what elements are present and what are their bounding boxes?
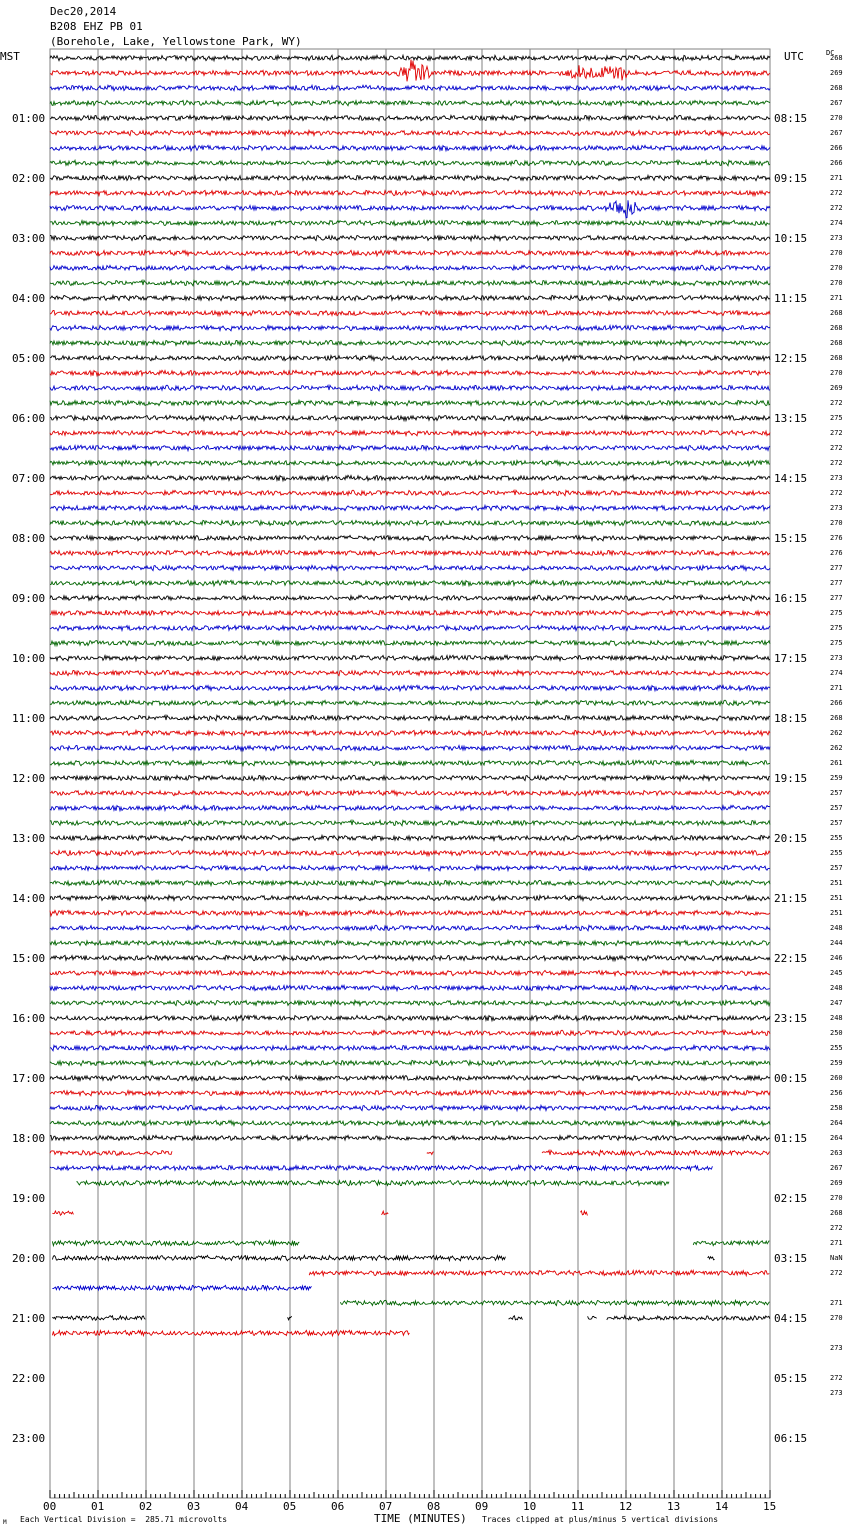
plot-date: Dec20,2014 bbox=[50, 5, 117, 18]
utc-hour-label: 18:15 bbox=[774, 712, 808, 725]
trace-segment bbox=[50, 100, 770, 105]
trace-segment bbox=[50, 200, 770, 218]
dc-offset-label: 272 bbox=[830, 1224, 843, 1232]
utc-hour-label: 15:15 bbox=[774, 532, 808, 545]
trace-segment bbox=[50, 280, 770, 285]
trace-segment bbox=[50, 580, 770, 586]
trace-segment bbox=[52, 1241, 299, 1246]
dc-offset-label: 270 bbox=[830, 264, 843, 272]
trace-segment bbox=[50, 880, 770, 885]
trace-segment bbox=[50, 895, 770, 900]
trace-segment bbox=[50, 265, 770, 270]
trace-segment bbox=[50, 1075, 770, 1080]
utc-hour-label: 10:15 bbox=[774, 232, 808, 245]
trace-segment bbox=[427, 1152, 434, 1155]
mst-hour-label: 17:00 bbox=[12, 1072, 46, 1085]
trace-segment bbox=[580, 1211, 587, 1216]
trace-segment bbox=[50, 1090, 770, 1096]
trace-segment bbox=[396, 1165, 487, 1170]
mst-hour-label: 12:00 bbox=[12, 772, 46, 785]
dc-offset-label: 246 bbox=[830, 954, 843, 962]
x-tick-label: 15 bbox=[763, 1500, 777, 1513]
dc-offset-label: 245 bbox=[830, 969, 843, 977]
mst-hour-label: 09:00 bbox=[12, 592, 46, 605]
trace-segment bbox=[52, 1330, 409, 1335]
trace-segment bbox=[50, 445, 770, 450]
trace-segment bbox=[52, 1285, 311, 1290]
mst-hour-label: 08:00 bbox=[12, 532, 46, 545]
trace-segment bbox=[50, 1060, 770, 1065]
utc-hour-label: 20:15 bbox=[774, 832, 808, 845]
trace-segment bbox=[487, 1165, 544, 1170]
x-tick-label: 10 bbox=[523, 1500, 537, 1513]
utc-hour-label: 04:15 bbox=[774, 1312, 808, 1325]
x-tick-label: 04 bbox=[235, 1500, 249, 1513]
trace-segment bbox=[508, 1316, 522, 1320]
mst-hour-label: 02:00 bbox=[12, 172, 46, 185]
trace-segment bbox=[50, 610, 770, 615]
trace-segment bbox=[50, 190, 770, 195]
utc-hour-label: 12:15 bbox=[774, 352, 808, 365]
x-tick-label: 12 bbox=[619, 1500, 633, 1513]
x-tick-label: 08 bbox=[427, 1500, 441, 1513]
trace-segment bbox=[50, 310, 770, 315]
mst-hour-label: 05:00 bbox=[12, 352, 46, 365]
utc-hour-label: 16:15 bbox=[774, 592, 808, 605]
trace-segment bbox=[50, 820, 770, 826]
dc-offset-label: 255 bbox=[830, 849, 843, 857]
utc-hour-label: 19:15 bbox=[774, 772, 808, 785]
utc-hour-label: 14:15 bbox=[774, 472, 808, 485]
trace-segment bbox=[693, 1241, 769, 1246]
utc-hour-label: 06:15 bbox=[774, 1432, 808, 1445]
mst-hour-label: 20:00 bbox=[12, 1252, 46, 1265]
dc-offset-label: 268 bbox=[830, 354, 843, 362]
dc-offset-label: 272 bbox=[830, 399, 843, 407]
trace-segment bbox=[50, 940, 770, 945]
x-tick-label: 01 bbox=[91, 1500, 105, 1513]
trace-segment bbox=[50, 1120, 770, 1126]
trace-segment bbox=[50, 850, 770, 855]
trace-segment bbox=[50, 760, 770, 766]
trace-segment bbox=[50, 1045, 770, 1050]
dc-offset-label: 276 bbox=[830, 549, 843, 557]
trace-segment bbox=[50, 160, 770, 166]
trace-segment bbox=[50, 655, 770, 661]
trace-segment bbox=[50, 955, 770, 960]
trace-segment bbox=[381, 1211, 388, 1214]
mst-hour-label: 07:00 bbox=[12, 472, 46, 485]
dc-offset-label: 251 bbox=[830, 879, 843, 887]
trace-segment bbox=[50, 730, 770, 735]
dc-column-label: DC bbox=[826, 49, 835, 57]
trace-segment bbox=[50, 1151, 172, 1156]
utc-hour-label: 17:15 bbox=[774, 652, 808, 665]
trace-segment bbox=[50, 775, 770, 780]
trace-segment bbox=[52, 1255, 505, 1260]
utc-hour-label: 09:15 bbox=[774, 172, 808, 185]
dc-offset-label: 275 bbox=[830, 414, 843, 422]
trace-segment bbox=[50, 790, 770, 795]
dc-offset-label: 251 bbox=[830, 909, 843, 917]
dc-offset-label: 272 bbox=[830, 1374, 843, 1382]
trace-segment bbox=[50, 60, 770, 82]
dc-offset-label: 259 bbox=[830, 774, 843, 782]
mst-hour-label: 18:00 bbox=[12, 1132, 46, 1145]
clip-note: Traces clipped at plus/minus 5 vertical divisions bbox=[482, 1515, 719, 1524]
mst-hour-label: 14:00 bbox=[12, 892, 46, 905]
mst-hour-label: 10:00 bbox=[12, 652, 46, 665]
utc-hour-label: 22:15 bbox=[774, 952, 808, 965]
x-tick-label: 14 bbox=[715, 1500, 729, 1513]
trace-segment bbox=[50, 1105, 770, 1110]
dc-offset-label: 257 bbox=[830, 819, 843, 827]
utc-hour-label: 05:15 bbox=[774, 1372, 808, 1385]
trace-segment bbox=[50, 535, 770, 540]
dc-offset-label: 255 bbox=[830, 1044, 843, 1052]
dc-offset-label: 273 bbox=[830, 504, 843, 512]
dc-offset-label: 268 bbox=[830, 309, 843, 317]
mst-hour-label: 01:00 bbox=[12, 112, 46, 125]
dc-offset-label: 267 bbox=[830, 129, 843, 137]
dc-offset-label: 275 bbox=[830, 609, 843, 617]
x-tick-label: 00 bbox=[43, 1500, 57, 1513]
mst-hour-label: 04:00 bbox=[12, 292, 46, 305]
dc-offset-label: 268 bbox=[830, 324, 843, 332]
dc-offset-label: 266 bbox=[830, 699, 843, 707]
utc-hour-label: 11:15 bbox=[774, 292, 808, 305]
trace-segment bbox=[50, 355, 770, 360]
dc-offset-label: 277 bbox=[830, 564, 843, 572]
trace-segment bbox=[50, 175, 770, 180]
trace-segment bbox=[50, 805, 770, 810]
x-tick-label: 13 bbox=[667, 1500, 681, 1513]
utc-hour-label: 23:15 bbox=[774, 1012, 808, 1025]
dc-offset-label: 271 bbox=[830, 1239, 843, 1247]
trace-segment bbox=[50, 505, 770, 510]
trace-segment bbox=[50, 835, 770, 840]
dc-offset-label: 272 bbox=[830, 444, 843, 452]
dc-offset-label: 273 bbox=[830, 1344, 843, 1352]
trace-segment bbox=[50, 715, 770, 720]
mst-hour-label: 21:00 bbox=[12, 1312, 46, 1325]
mst-zone-label: MST bbox=[0, 50, 20, 63]
mst-hour-label: 22:00 bbox=[12, 1372, 46, 1385]
dc-offset-label: 275 bbox=[830, 639, 843, 647]
dc-offset-label: 267 bbox=[830, 1164, 843, 1172]
dc-offset-label: 269 bbox=[830, 384, 843, 392]
utc-hour-label: 21:15 bbox=[774, 892, 808, 905]
dc-offset-label: 262 bbox=[830, 744, 843, 752]
trace-segment bbox=[50, 370, 770, 375]
dc-offset-label: 270 bbox=[830, 279, 843, 287]
dc-offset-label: 262 bbox=[830, 729, 843, 737]
time-axis bbox=[50, 1490, 770, 1498]
trace-segment bbox=[50, 520, 770, 525]
trace-segment bbox=[50, 130, 770, 135]
trace-segment bbox=[50, 220, 770, 225]
trace-segment bbox=[50, 55, 770, 60]
trace-segment bbox=[50, 1000, 770, 1005]
dc-offset-label: 273 bbox=[830, 1389, 843, 1397]
mst-hour-label: 19:00 bbox=[12, 1192, 46, 1205]
dc-offset-label: 270 bbox=[830, 1194, 843, 1202]
trace-segment bbox=[50, 250, 770, 256]
mst-hour-label: 23:00 bbox=[12, 1432, 46, 1445]
dc-offset-label: 272 bbox=[830, 489, 843, 497]
dc-offset-label: 268 bbox=[830, 339, 843, 347]
dc-offset-label: 268 bbox=[830, 84, 843, 92]
trace-segment bbox=[50, 340, 770, 345]
mst-hour-label: 03:00 bbox=[12, 232, 46, 245]
trace-segment bbox=[578, 1181, 669, 1186]
trace-segment bbox=[50, 1166, 395, 1171]
trace-segment bbox=[50, 475, 770, 480]
trace-segment bbox=[76, 1180, 577, 1185]
dc-offset-label: 261 bbox=[830, 759, 843, 767]
trace-segment bbox=[50, 235, 770, 240]
trace-segment bbox=[50, 865, 770, 870]
utc-hour-label: 01:15 bbox=[774, 1132, 808, 1145]
x-tick-label: 09 bbox=[475, 1500, 489, 1513]
trace-segment bbox=[544, 1166, 712, 1171]
dc-offset-label: 251 bbox=[830, 894, 843, 902]
dc-offset-label: 255 bbox=[830, 834, 843, 842]
dc-offset-label: 270 bbox=[830, 249, 843, 257]
dc-offset-label: 272 bbox=[830, 204, 843, 212]
dc-offset-label: 269 bbox=[830, 69, 843, 77]
trace-segment bbox=[50, 670, 770, 675]
utc-hour-label: 03:15 bbox=[774, 1252, 808, 1265]
trace-segment bbox=[50, 595, 770, 601]
dc-offset-label: 273 bbox=[830, 234, 843, 242]
dc-offset-label: 263 bbox=[830, 1149, 843, 1157]
dc-offset-label: 271 bbox=[830, 1299, 843, 1307]
dc-offset-label: 272 bbox=[830, 1269, 843, 1277]
dc-offset-label: 272 bbox=[830, 189, 843, 197]
trace-segment bbox=[50, 385, 770, 391]
station-location: (Borehole, Lake, Yellowstone Park, WY) bbox=[50, 35, 302, 48]
dc-offset-label: 256 bbox=[830, 1089, 843, 1097]
mst-hour-label: 13:00 bbox=[12, 832, 46, 845]
trace-segment bbox=[588, 1316, 597, 1319]
trace-segment bbox=[50, 640, 770, 645]
trace-segment bbox=[525, 1270, 769, 1275]
dc-offset-label: 272 bbox=[830, 429, 843, 437]
dc-offset-label: 250 bbox=[830, 1029, 843, 1037]
x-tick-label: 02 bbox=[139, 1500, 153, 1513]
trace-segment bbox=[50, 625, 770, 630]
dc-offset-label: 264 bbox=[830, 1134, 843, 1142]
dc-offset-label: 248 bbox=[830, 1014, 843, 1022]
x-axis-label: TIME (MINUTES) bbox=[374, 1512, 467, 1525]
dc-offset-label: 269 bbox=[830, 1179, 843, 1187]
x-tick-label: 05 bbox=[283, 1500, 297, 1513]
mst-hour-label: 06:00 bbox=[12, 412, 46, 425]
trace-segment bbox=[50, 325, 770, 331]
trace-segment bbox=[50, 460, 770, 465]
mst-hour-label: 15:00 bbox=[12, 952, 46, 965]
trace-segment bbox=[50, 685, 770, 691]
dc-offset-label: 260 bbox=[830, 1074, 843, 1082]
dc-offset-label: 244 bbox=[830, 939, 843, 947]
trace-segment bbox=[50, 910, 770, 916]
scale-note: Each Vertical Division = 285.71 microvolts bbox=[20, 1515, 228, 1524]
dc-offset-label: 264 bbox=[830, 1119, 843, 1127]
dc-offset-label: 277 bbox=[830, 594, 843, 602]
trace-segment bbox=[50, 745, 770, 750]
utc-hour-label: 13:15 bbox=[774, 412, 808, 425]
trace-segment bbox=[52, 1316, 145, 1320]
dc-offset-label: 268 bbox=[830, 54, 843, 62]
trace-segment bbox=[50, 295, 770, 300]
dc-offset-label: 257 bbox=[830, 864, 843, 872]
dc-offset-label: 248 bbox=[830, 924, 843, 932]
dc-offset-label: 248 bbox=[830, 984, 843, 992]
trace-segment bbox=[50, 700, 770, 705]
trace-segment bbox=[50, 970, 770, 975]
trace-segment bbox=[52, 1211, 73, 1215]
trace-segment bbox=[50, 925, 770, 931]
trace-segment bbox=[50, 416, 770, 421]
dc-offset-label: 274 bbox=[830, 219, 843, 227]
dc-offset-label: 270 bbox=[830, 1314, 843, 1322]
dc-offset-label: 266 bbox=[830, 159, 843, 167]
trace-segment bbox=[50, 565, 770, 570]
x-tick-label: 06 bbox=[331, 1500, 345, 1513]
trace-segment bbox=[50, 985, 770, 990]
trace-segment bbox=[50, 145, 770, 151]
dc-offset-label: 277 bbox=[830, 579, 843, 587]
x-tick-label: 07 bbox=[379, 1500, 393, 1513]
utc-zone-label: UTC bbox=[784, 50, 804, 63]
dc-offset-label: 247 bbox=[830, 999, 843, 1007]
mst-hour-label: 16:00 bbox=[12, 1012, 46, 1025]
dc-offset-label: 271 bbox=[830, 174, 843, 182]
seismic-traces bbox=[50, 55, 770, 1336]
trace-segment bbox=[50, 490, 770, 496]
dc-offset-label: 273 bbox=[830, 654, 843, 662]
dc-offset-label: 275 bbox=[830, 624, 843, 632]
trace-segment bbox=[50, 430, 770, 435]
dc-offset-label: 271 bbox=[830, 294, 843, 302]
dc-offset-label: 271 bbox=[830, 684, 843, 692]
x-tick-label: 03 bbox=[187, 1500, 201, 1513]
trace-segment bbox=[50, 85, 770, 90]
dc-offset-label: 258 bbox=[830, 1104, 843, 1112]
dc-offset-label: 267 bbox=[830, 99, 843, 107]
trace-segment bbox=[50, 1135, 770, 1140]
dc-offset-label: 270 bbox=[830, 519, 843, 527]
trace-segment bbox=[50, 550, 770, 555]
dc-offset-label: 272 bbox=[830, 459, 843, 467]
dc-offset-label: 270 bbox=[830, 114, 843, 122]
mst-hour-label: 11:00 bbox=[12, 712, 46, 725]
trace-segment bbox=[50, 115, 770, 120]
trace-segment bbox=[50, 1030, 770, 1035]
utc-hour-label: 02:15 bbox=[774, 1192, 808, 1205]
dc-offset-label: 274 bbox=[830, 669, 843, 677]
x-tick-label: 11 bbox=[571, 1500, 585, 1513]
dc-offset-label: NaN bbox=[830, 1254, 843, 1262]
trace-segment bbox=[309, 1271, 525, 1276]
dc-offset-label: 268 bbox=[830, 1209, 843, 1217]
trace-segment bbox=[542, 1150, 592, 1155]
trace-segment bbox=[607, 1316, 770, 1321]
dc-offset-label: 266 bbox=[830, 144, 843, 152]
dc-offset-label: 276 bbox=[830, 534, 843, 542]
dc-offset-label: 268 bbox=[830, 714, 843, 722]
trace-segment bbox=[50, 1015, 770, 1021]
utc-hour-label: 00:15 bbox=[774, 1072, 808, 1085]
trace-segment bbox=[708, 1257, 715, 1260]
trace-segment bbox=[592, 1150, 769, 1155]
dc-offset-label: 259 bbox=[830, 1059, 843, 1067]
trace-segment bbox=[50, 400, 770, 405]
dc-offset-label: 257 bbox=[830, 804, 843, 812]
trace-segment bbox=[340, 1300, 769, 1305]
utc-hour-label: 08:15 bbox=[774, 112, 808, 125]
dc-offset-label: 273 bbox=[830, 474, 843, 482]
corner-mark: M bbox=[3, 1519, 7, 1526]
dc-offset-label: 270 bbox=[830, 369, 843, 377]
station-name: B208 EHZ PB 01 bbox=[50, 20, 143, 33]
dc-offset-label: 257 bbox=[830, 789, 843, 797]
